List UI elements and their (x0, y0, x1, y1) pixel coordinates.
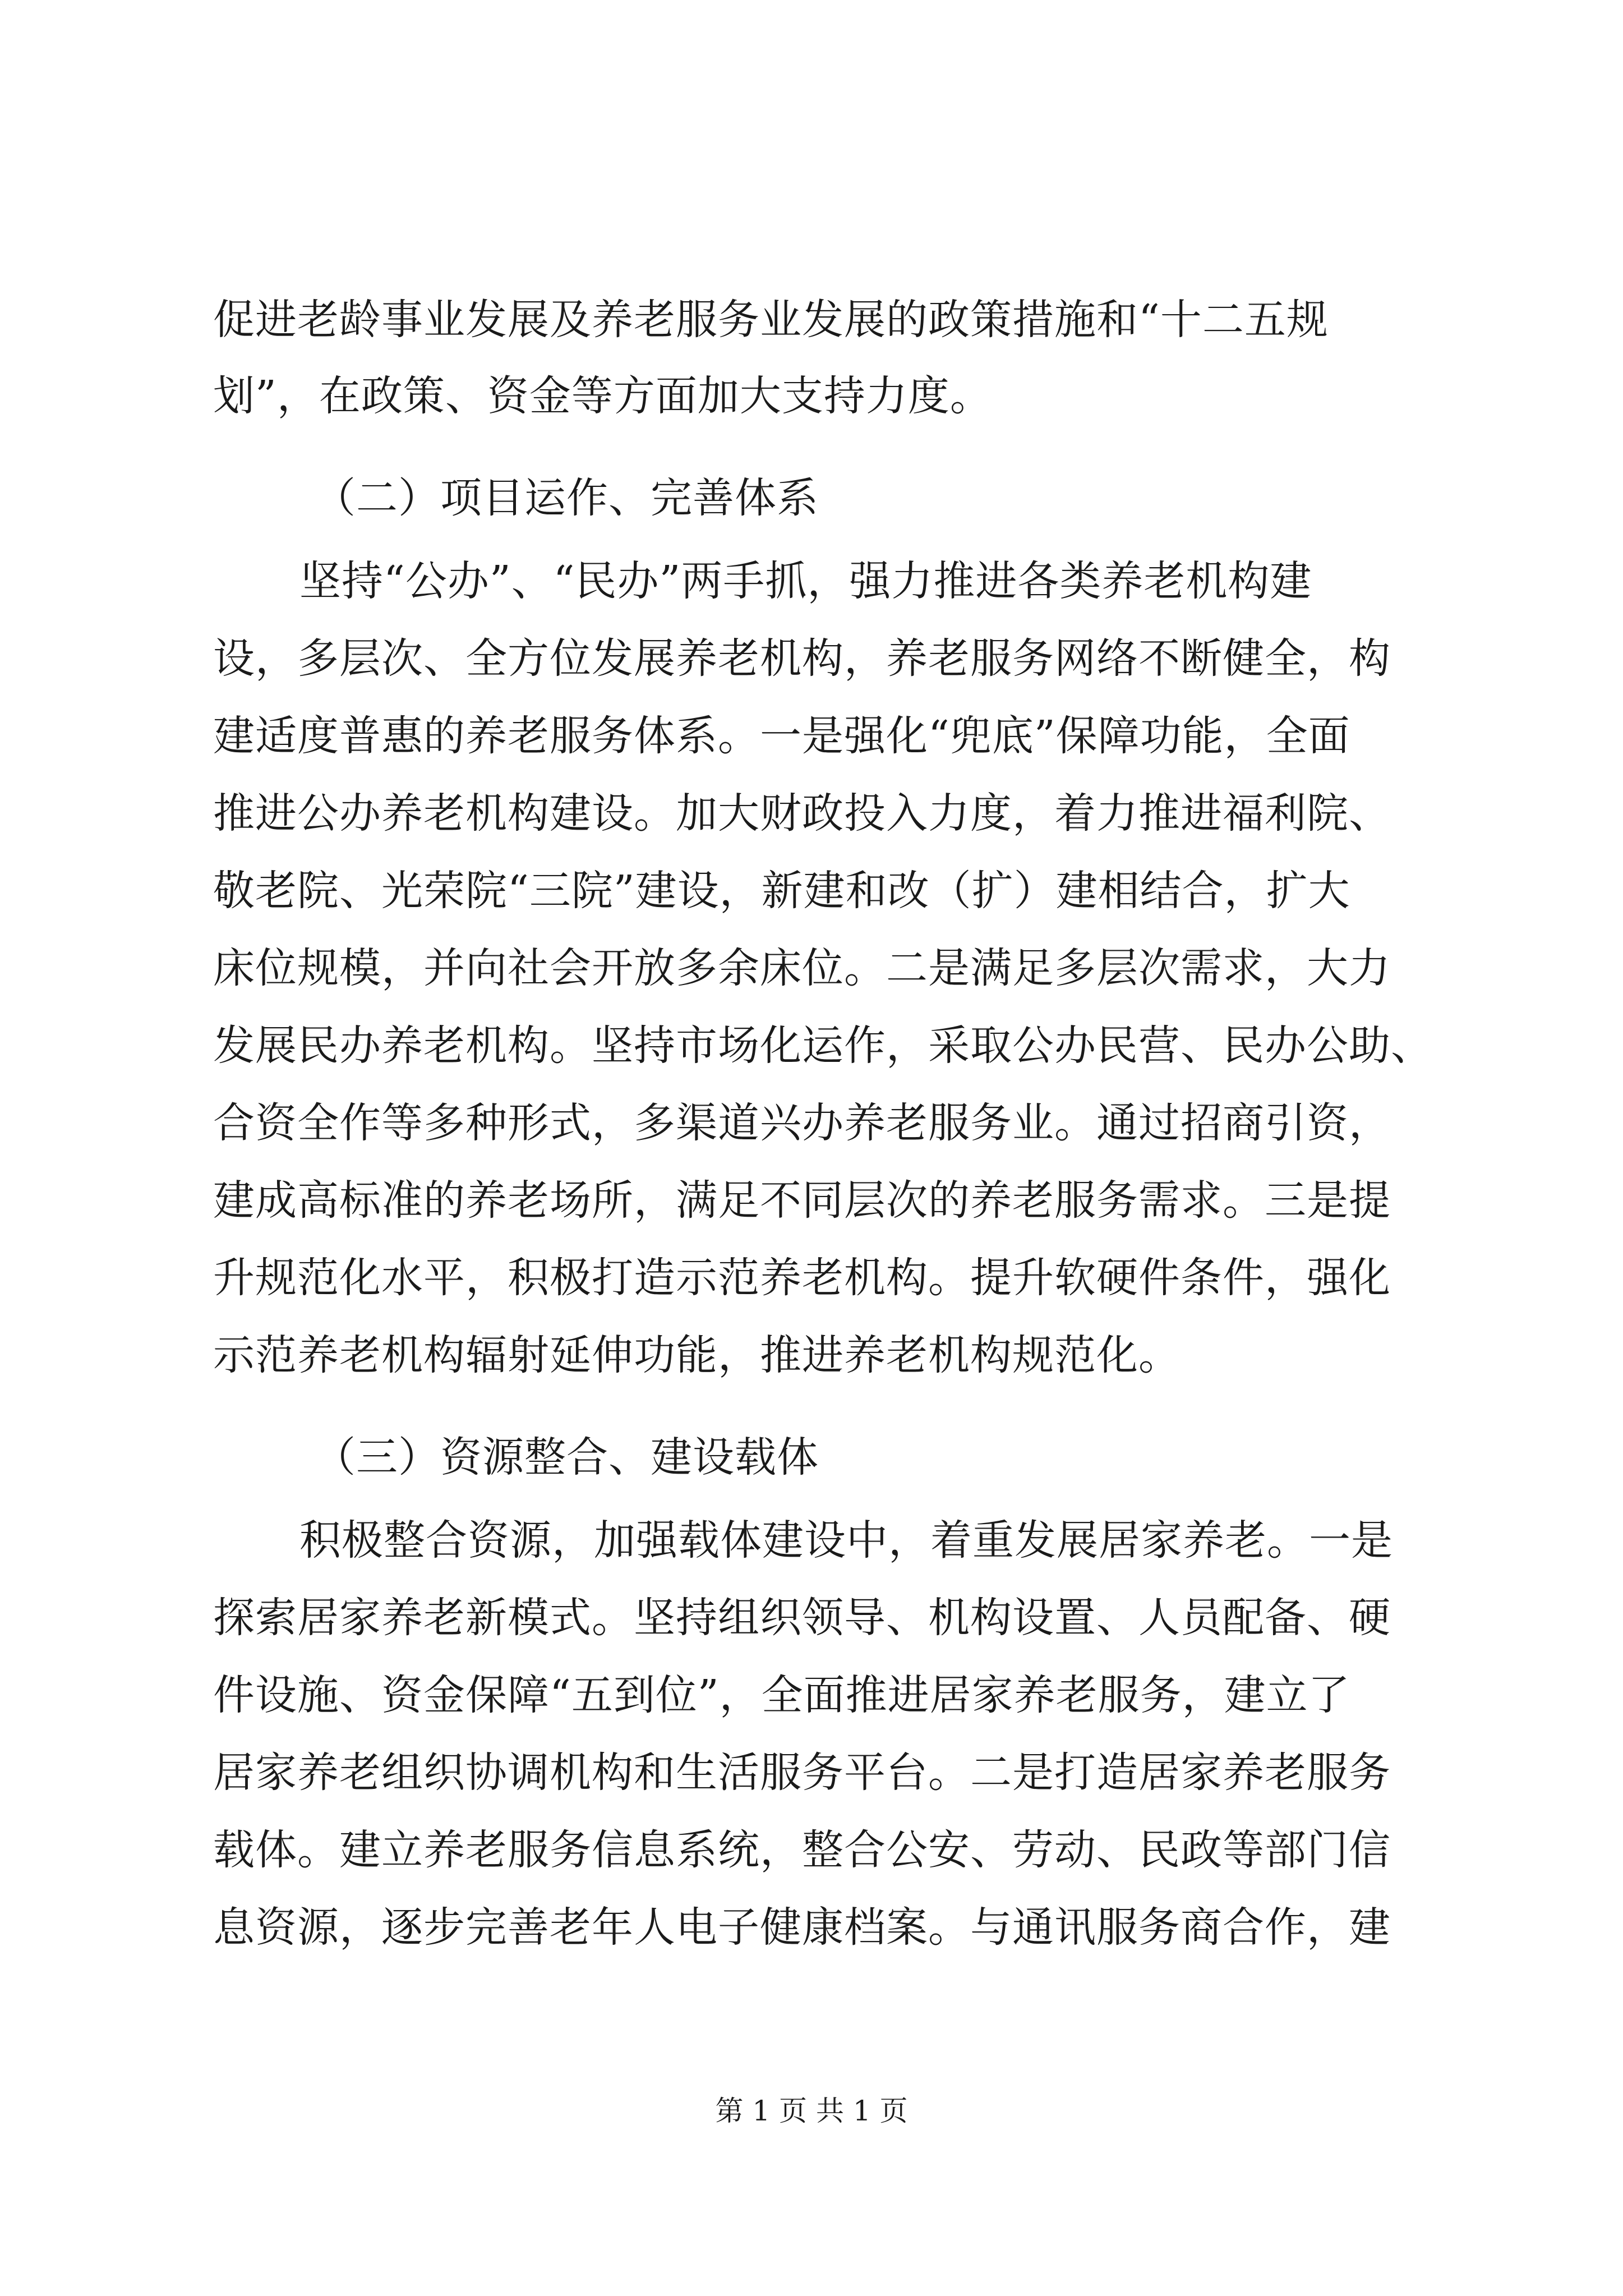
paragraph-line-6: 床位规模，并向社会开放多余床位。二是满足多层次需求，大力 (213, 944, 1391, 992)
paragraph-line-10: 升规范化水平，积极打造示范养老机构。提升软硬件条件，强化 (213, 1254, 1391, 1302)
paragraph-line-3: 建适度普惠的养老服务体系。一是强化“兜底”保障功能，全面 (213, 712, 1350, 760)
paragraph-line-8: 合资全作等多种形式，多渠道兴办养老服务业。通过招商引资， (213, 1099, 1391, 1147)
paragraph-line-14: 件设施、资金保障“五到位”，全面推进居家养老服务，建立了 (213, 1671, 1350, 1719)
section-heading-2: （二）项目运作、完善体系 (314, 474, 819, 522)
paragraph-line-7: 发展民办养老机构。坚持市场化运作，采取公办民营、民办公助、 (213, 1022, 1433, 1070)
body-line-2: 划”，在政策、资金等方面加大支持力度。 (213, 372, 992, 420)
page-number-footer: 第 1 页 共 1 页 (715, 2095, 908, 2127)
paragraph-line-13: 探索居家养老新模式。坚持组织领导、机构设置、人员配备、硬 (213, 1594, 1391, 1642)
paragraph-line-4: 推进公办养老机构建设。加大财政投入力度，着力推进福利院、 (213, 789, 1391, 838)
paragraph-line-16: 载体。建立养老服务信息系统，整合公安、劳动、民政等部门信 (213, 1826, 1391, 1874)
paragraph-line-12: 积极整合资源，加强载体建设中，着重发展居家养老。一是 (299, 1516, 1393, 1565)
paragraph-line-15: 居家养老组织协调机构和生活服务平台。二是打造居家养老服务 (213, 1749, 1391, 1797)
body-line-1: 促进老龄事业发展及养老服务业发展的政策措施和“十二五规 (213, 296, 1329, 344)
paragraph-line-1: 坚持“公办”、“民办”两手抓，强力推进各类养老机构建 (299, 557, 1312, 605)
section-heading-3: （三）资源整合、建设载体 (314, 1433, 819, 1481)
paragraph-line-5: 敬老院、光荣院“三院”建设，新建和改（扩）建相结合，扩大 (213, 867, 1350, 915)
paragraph-line-2: 设，多层次、全方位发展养老机构，养老服务网络不断健全，构 (213, 634, 1391, 683)
paragraph-line-17: 息资源，逐步完善老年人电子健康档案。与通讯服务商合作，建 (213, 1903, 1391, 1952)
paragraph-line-11: 示范养老机构辐射延伸功能，推进养老机构规范化。 (213, 1331, 1181, 1379)
paragraph-line-9: 建成高标准的养老场所，满足不同层次的养老服务需求。三是提 (213, 1176, 1391, 1225)
